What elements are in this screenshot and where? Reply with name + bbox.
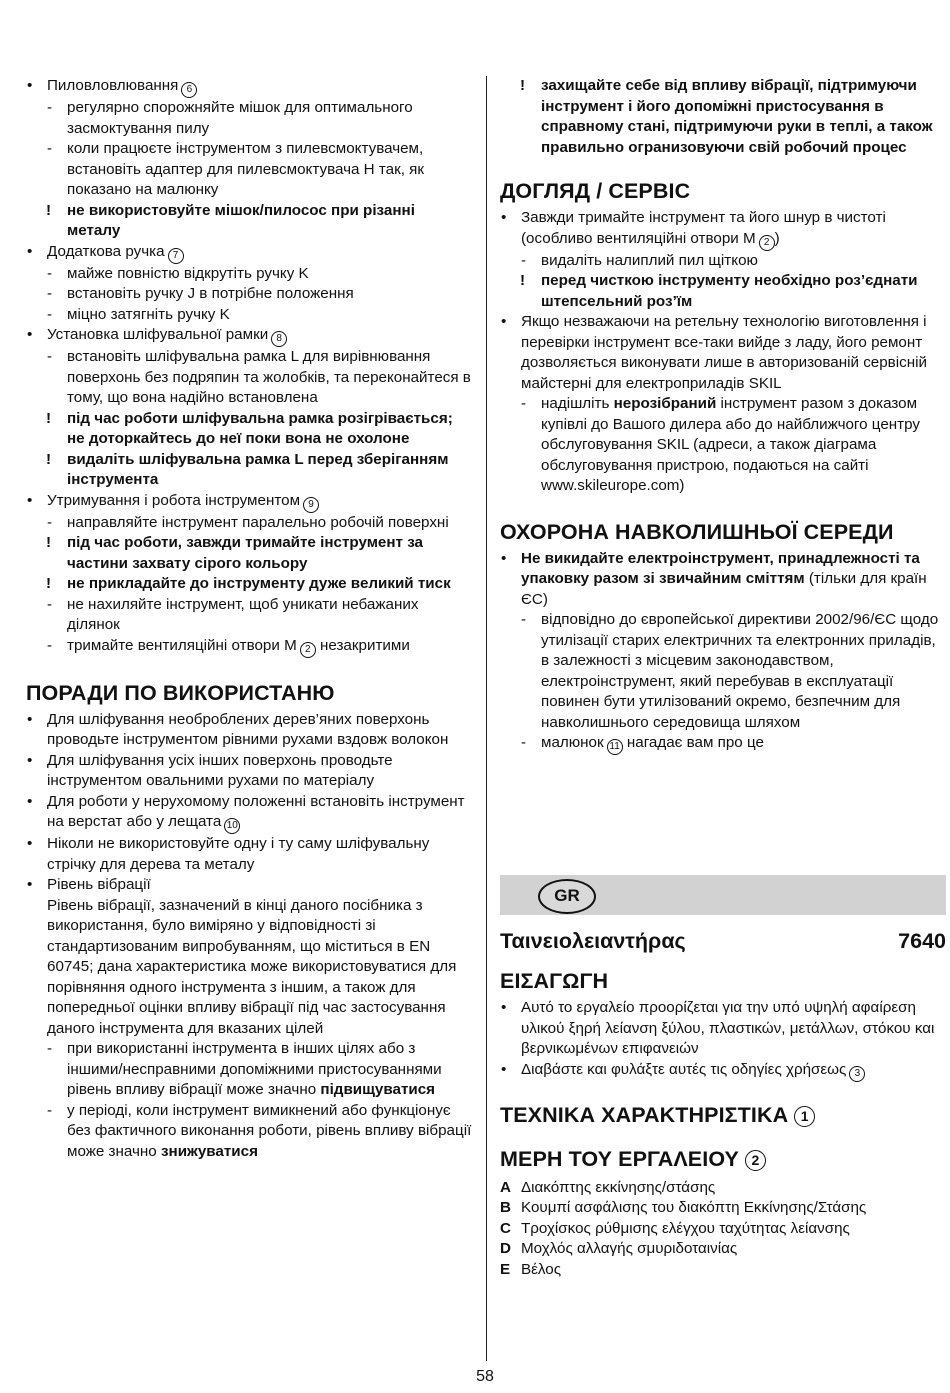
dash-item: - видаліть налиплий пил щіткою: [500, 251, 946, 272]
bullet-aux-handle: • Додаткова ручка 7: [26, 242, 472, 264]
bullet-item: • Для роботи у нерухомому положенні встановіть інструмент на верстат або у лещата 10: [26, 792, 472, 835]
bullet-item: • Якщо незважаючи на ретельну технологію виготовлення і перевірки інструмент все-таки вийде з ладу, його ремонт дозволяється виконувати лише в авторизованій сервісній майстерні для електроприладів SKIL: [500, 312, 946, 394]
dash-item: - міцно затягніть ручку K: [26, 305, 472, 326]
bullet-item: • Διαβάστε και φυλάξτε αυτές τις οδηγίες χρήσεως 3: [500, 1060, 946, 1082]
product-name: Ταινειολειαντήρας: [500, 929, 686, 953]
part-item: A Διακόπτης εκκίνησης/στάσης: [500, 1178, 716, 1196]
dash-item: - надішліть нерозібраний інструмент разом з доказом купівлі до Вашого дилера або до найближчого центру обслуговування SKIL (адреси, а також діаграма обслуговування пристрою, подаються на сайті www.skileurope.com): [500, 394, 946, 497]
section-heading-parts: ΜΕΡΗ ΤΟΥ ΕΡΓΑΛΕΙΟΥ 2: [500, 1146, 946, 1172]
vibration-paragraph: Рівень вібрації, зазначений в кінці даного посібника з використання, було виміряно у відповідності зі стандартизованим випробуванням, що міститься в EN 60745; дана характеристика може використовуватися для порівняння одного інструмента з іншим, а також для попередньої оцінки впливу вібрації під час застосування даного інструмента для вказаних цілей: [47, 896, 457, 1037]
section-heading-tech: ΤΕΧΝΙΚΑ ΧΑΡΑΚΤΗΡΙΣΤΙΚΑ 1: [500, 1102, 946, 1128]
dash-item: - малюнок 11 нагадає вам про це: [500, 733, 946, 755]
part-item: C Τροχίσκος ρύθμισης ελέγχου ταχύτητας λείανσης: [500, 1219, 850, 1237]
dash-item: - регулярно спорожняйте мішок для оптимального засмоктування пилу: [26, 98, 472, 139]
language-badge: GR: [538, 879, 596, 914]
parts-list: [500, 1178, 946, 1281]
ref-number: 2: [300, 642, 316, 658]
ref-number: 9: [303, 497, 319, 513]
greek-section: [500, 928, 946, 1280]
dash-item: - при використанні інструмента в інших цілях або з іншими/несправними допоміжними пристосуваннями рівень впливу вібрації може значно підвищуватися: [26, 1039, 472, 1101]
section-heading-tips: ПОРАДИ ПО ВИКОРИСТАНЮ: [26, 680, 335, 705]
bullet-vibration: • Рівень вібрації: [26, 875, 472, 896]
warning-item: ! під час роботи шліфувальна рамка розігрівається; не доторкайтесь до неї поки вона не охолоне: [26, 409, 472, 450]
warning-item: ! перед чисткою інструменту необхідно роз’єднати штепсельний роз’їм: [500, 271, 946, 312]
ref-number: 11: [607, 739, 623, 755]
ref-number: 1: [794, 1106, 815, 1127]
section-heading-intro: ΕΙΣΑΓΩΓΗ: [500, 969, 609, 993]
ref-number: 2: [759, 235, 775, 251]
ref-number: 6: [181, 82, 197, 98]
dash-item: - у періоді, коли інструмент вимикнений або функціонує без фактичного виконання роботи, рівень впливу вібрації може значно знижуватися: [26, 1101, 472, 1163]
dash-item: - майже повністю відкрутіть ручку K: [26, 264, 472, 285]
warning-item: ! не використовуйте мішок/пилосос при різанні металу: [26, 201, 472, 242]
dash-item: - тримайте вентиляційні отвори M 2 незакритими: [26, 636, 472, 658]
warning-item: ! під час роботи, завжди тримайте інструмент за частини захвату сірого кольору: [26, 533, 472, 574]
bullet-item: • Не викидайте електроінструмент, принадлежності та упаковку разом зі звичайним сміттям (тільки для країн ЄС): [500, 549, 946, 611]
ref-number: 8: [271, 331, 287, 347]
product-title-row: [500, 928, 946, 954]
section-heading-environment: ОХОРОНА НАВКОЛИШНЬОЇ СЕРЕДИ: [500, 519, 894, 544]
ref-number: 7: [168, 248, 184, 264]
bullet-item: • Завжди тримайте інструмент та його шнур в чистоті (особливо вентиляційні отвори M 2 ): [500, 208, 946, 251]
section-heading-care: ДОГЛЯД / СЕРВІС: [500, 179, 691, 203]
left-column: [26, 76, 472, 1162]
part-item: E Βέλος: [500, 1260, 562, 1278]
warning-item: ! захищайте себе від впливу вібрації, підтримуючи інструмент і його допоміжні пристосування в справному стані, підтримуючи руки в теплі, а також правильно огранизовуючи свій робочий процес: [500, 76, 946, 158]
warning-item: ! не прикладайте до інструменту дуже великий тиск: [26, 574, 472, 595]
ref-number: 2: [745, 1150, 766, 1171]
right-column: [500, 76, 946, 755]
bullet-dust-extraction: • Пиловловлювання 6: [26, 76, 472, 98]
ref-number: 10: [224, 818, 240, 834]
dash-item: - коли працюєте інструментом з пилевсмоктувачем, встановіть адаптер для пилевсмоктувача H так, як показано на малюнку: [26, 139, 472, 201]
bullet-item: • Для шліфування усіх інших поверхонь проводьте інструментом овальними рухами по матеріалу: [26, 751, 472, 792]
bullet-sanding-frame: • Установка шліфувальної рамки 8: [26, 325, 472, 347]
dash-item: - встановіть ручку J в потрібне положення: [26, 284, 472, 305]
page-number: 58: [476, 1368, 494, 1385]
warning-item: ! видаліть шліфувальна рамка L перед зберіганням інструмента: [26, 450, 472, 491]
dash-item: - не нахиляйте інструмент, щоб уникати небажаних ділянок: [26, 595, 472, 636]
bullet-holding-tool: • Утримування і робота інструментом 9: [26, 491, 472, 513]
model-number: 7640: [898, 929, 946, 953]
bullet-item: • Ніколи не використовуйте одну і ту саму шліфувальну стрічку для дерева та металу: [26, 834, 472, 875]
ref-number: 3: [849, 1066, 865, 1082]
part-item: D Μοχλός αλλαγής σμυριδοταινίας: [500, 1240, 738, 1257]
bullet-item: • Αυτό το εργαλείο προορίζεται για την υπό υψηλή αφαίρεση υλικού ξηρή λείανση ξύλου, πλαστικών, μετάλλων, στόκου και βερνικωμένων επιφανειών: [500, 998, 946, 1060]
bullet-item: • Для шліфування необроблених дерев’яних поверхонь проводьте інструментом рівними рухами вздовж волокон: [26, 710, 472, 751]
column-divider: [486, 76, 487, 1361]
dash-item: - встановіть шліфувальна рамка L для вирівнювання поверхонь без подряпин та жолобків, та переконайтеся в тому, що вона надійно встановлена: [26, 347, 472, 409]
dash-item: - відповідно до європейської директиви 2002/96/ЄС щодо утилізації старих електричних та електронних приладів, в залежності з місцевим законодавством, електроінструмент, який перебував в експлуатації повинен бути утилізований окремо, безпечним для навколишнього середовища шляхом: [500, 610, 946, 733]
part-item: B Κουμπί ασφάλισης του διακόπτη Εκκίνησης/Στάσης: [500, 1199, 867, 1216]
dash-item: - направляйте інструмент паралельно робочій поверхні: [26, 513, 472, 534]
